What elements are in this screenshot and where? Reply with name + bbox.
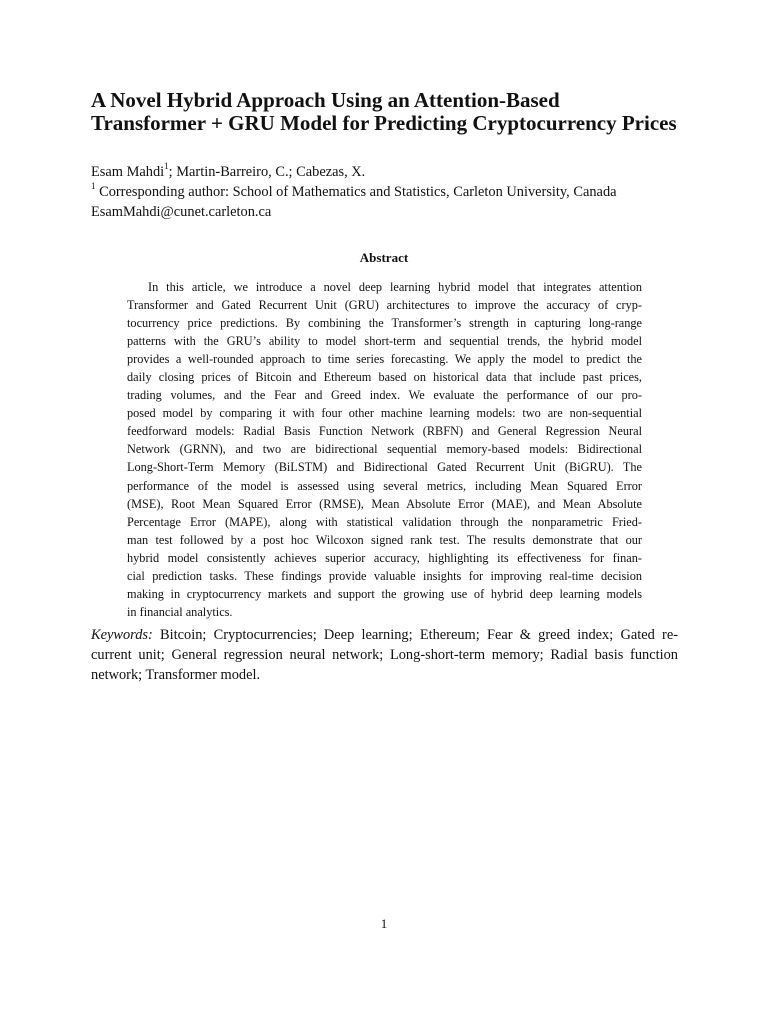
page-number: 1 bbox=[380, 916, 388, 931]
abstract-line: patterns with the GRU’s ability to model short-term and sequential trends, the hybrid model bbox=[127, 334, 642, 349]
abstract-line: Network (GRNN), and two are bidirectional sequential memory-based models: Bidirectional bbox=[127, 442, 642, 457]
keywords-line: network; Transformer model. bbox=[91, 666, 261, 683]
abstract-line: provides a well-rounded approach to time series forecasting. We apply the model to predict the bbox=[127, 352, 642, 367]
keywords-line bbox=[91, 626, 678, 646]
corresponding-mark: 1 bbox=[91, 181, 96, 192]
author-email: EsamMahdi@cunet.carleton.ca bbox=[91, 204, 272, 220]
abstract-line: performance of the model is assessed using several metrics, including Mean Squared Error bbox=[127, 478, 642, 493]
paper-title bbox=[91, 89, 711, 135]
abstract-heading: Abstract bbox=[359, 250, 409, 265]
abstract-line: In this article, we introduce a novel deep learning hybrid model that integrates attention bbox=[148, 280, 642, 294]
affiliation-line bbox=[91, 182, 691, 202]
abstract-line: hybrid model consistently achieves superior accuracy, highlighting its effectiveness for finan- bbox=[127, 550, 642, 565]
abstract-line: tocurrency price predictions. By combining the Transformer’s strength in capturing long-range bbox=[127, 316, 642, 331]
abstract-line: Percentage Error (MAPE), along with statistical validation through the nonparametric Fried- bbox=[127, 514, 642, 529]
abstract-body bbox=[127, 278, 642, 621]
keywords-section bbox=[91, 626, 678, 685]
abstract-line: feedforward models: Radial Basis Function Network (RBFN) and General Regression Neural bbox=[127, 424, 642, 439]
affiliation-mark: 1 bbox=[164, 161, 169, 172]
first-author: Esam Mahdi bbox=[91, 164, 165, 180]
abstract-line: in financial analytics. bbox=[127, 604, 233, 619]
abstract-line: daily closing prices of Bitcoin and Ethereum based on historical data that include past prices, bbox=[127, 370, 642, 385]
keywords-line: current unit; General regression neural network; Long-short-term memory; Radial basis function bbox=[91, 646, 678, 663]
keywords-text: Bitcoin; Cryptocurrencies; Deep learning; Ethereum; Fear & greed index; Gated re- bbox=[152, 627, 678, 643]
keywords-label: Keywords: bbox=[91, 627, 153, 643]
author-line bbox=[91, 162, 691, 182]
abstract-line: man test followed by a post hoc Wilcoxon signed rank test. The results demonstrate that our bbox=[127, 532, 642, 547]
corresponding-author-affiliation: Corresponding author: School of Mathematics and Statistics, Carleton University, Canada bbox=[95, 184, 617, 200]
abstract-line: trading volumes, and the Fear and Greed index. We evaluate the performance of our pro- bbox=[127, 388, 642, 403]
title-line: Transformer + GRU Model for Predicting Cryptocurrency Prices bbox=[91, 111, 677, 135]
title-line: A Novel Hybrid Approach Using an Attention-Based bbox=[91, 88, 560, 112]
author-block bbox=[91, 162, 691, 222]
coauthors: ; Martin-Barreiro, C.; Cabezas, X. bbox=[168, 164, 366, 180]
abstract-line: Transformer and Gated Recurrent Unit (GRU) architectures to improve the accuracy of cryp- bbox=[127, 298, 642, 313]
abstract-line: (MSE), Root Mean Squared Error (RMSE), Mean Absolute Error (MAE), and Mean Absolute bbox=[127, 496, 642, 511]
abstract-line: posed model by comparing it with four other machine learning models: two are non-sequential bbox=[127, 406, 642, 421]
abstract-line: Long-Short-Term Memory (BiLSTM) and Bidirectional Gated Recurrent Unit (BiGRU). The bbox=[127, 460, 642, 475]
abstract-line: cial prediction tasks. These findings provide valuable insights for improving real-time decision bbox=[127, 568, 642, 583]
abstract-line: making in cryptocurrency markets and support the growing use of hybrid deep learning models bbox=[127, 586, 642, 601]
